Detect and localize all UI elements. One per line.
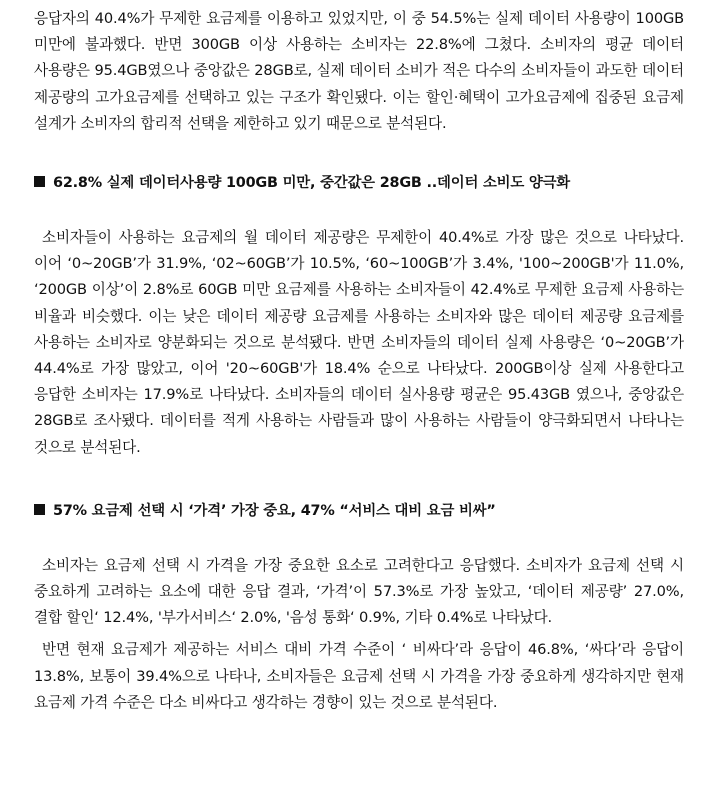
data-usage-paragraph: 소비자들이 사용하는 요금제의 월 데이터 제공량은 무제한이 40.4%로 가장 많은 것으로 나타났다. 이어 ‘0~20GB’가 31.9%, ‘02~60GB’가 10.5%, ‘60~100GB’가 3.4%, '100~200GB'가 11.0%, ‘200GB 이상’이 2.8%로 60GB 미만 요금제를 사용하는 소비자들이 42.4%로 무제한 요금제 사용하는 비율과 비슷했다. 이는 낮은 데이터 제공량 요금제를 사용하는 소비자와 많은 데이터 제공량 요금제를 사용하는 소비자로 양분화되는 것으로 분석됐다. 반면 소비자들의 데이터 실제 사용량은 ‘0~20GB’가 44.4%로 가장 많았고, 이어 '20~60GB'가 18.4% 순으로 나타났다. 200GB이상 실제 사용한다고 응답한 소비자는 17.9%로 나타났다. 소비자들의 데이터 실사용량 평균은 95.43GB 였으나, 중앙값은 28GB로 조사됐다. 데이터를 적게 사용하는 사람들과 많이 사용하는 사람들이 양극화되면서 나타나는 것으로 분석된다. <box>34 229 684 456</box>
square-bullet-icon <box>34 504 45 515</box>
section-heading-text: 57% 요금제 선택 시 ‘가격’ 가장 중요, 47% “서비스 대비 요금 비싸” <box>53 502 496 519</box>
price-perception-paragraph: 반면 현재 요금제가 제공하는 서비스 대비 가격 수준이 ‘ 비싸다’라 응답이 46.8%, ‘싸다’라 응답이 13.8%, 보통이 39.4%으로 나타나, 소비자들은 요금제 선택 시 가격을 가장 중요하게 생각하지만 현재 요금제 가격 수준은 다소 비싸다고 생각하는 경향이 있는 것으로 분석된다. <box>34 641 684 711</box>
square-bullet-icon <box>34 176 45 187</box>
section-heading-text: 62.8% 실제 데이터사용량 100GB 미만, 중간값은 28GB ..데이터 소비도 양극화 <box>53 175 570 192</box>
article-body <box>34 0 684 716</box>
price-factors-paragraph: 소비자는 요금제 선택 시 가격을 가장 중요한 요소로 고려한다고 응답했다. 소비자가 요금제 선택 시 중요하게 고려하는 요소에 대한 응답 결과, ‘가격’이 57.3%로 가장 높았고, ‘데이터 제공량’ 27.0%, 결합 할인‘ 12.4%, '부가서비스‘ 2.0%, '음성 통화‘ 0.9%, 기타 0.4%로 나타났다. <box>34 556 684 627</box>
section-heading-price <box>34 499 684 523</box>
intro-paragraph: 응답자의 40.4%가 무제한 요금제를 이용하고 있었지만, 이 중 54.5%는 실제 데이터 사용량이 100GB 미만에 불과했다. 반면 300GB 이상 사용하는 소비자는 22.8%에 그쳤다. 소비자의 평균 데이터 사용량은 95.4GB였으나 중앙값은 28GB로, 실제 데이터 소비가 적은 다수의 소비자들이 과도한 데이터 제공량의 고가요금제를 선택하고 있는 구조가 확인됐다. 이는 할인·혜택이 고가요금제에 집중된 요금제 설계가 소비자의 합리적 선택을 제한하고 있기 때문으로 분석된다. <box>34 10 684 132</box>
section-heading-data-usage <box>34 171 684 195</box>
